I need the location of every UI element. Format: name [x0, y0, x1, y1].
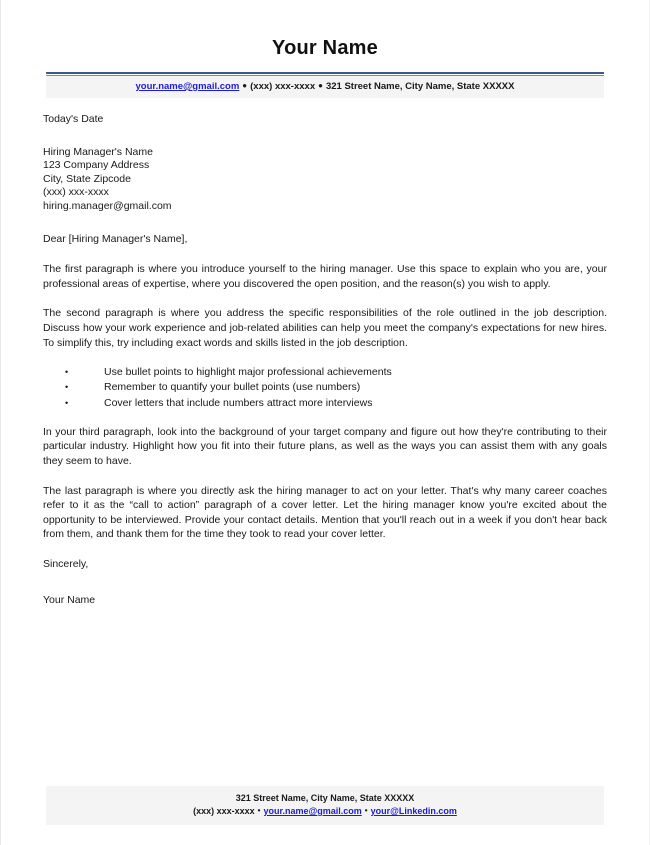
recipient-line: (xxx) xxx-xxxx: [43, 186, 109, 199]
list-item: [43, 396, 607, 411]
paragraph-1: The first paragraph is where you introduce yourself to the hiring manager. Use this space to explain who you are, your professional areas of expertise, where you discovered the open position, and the reason(s) you wish to apply.: [43, 263, 607, 290]
header-phone: (xxx) xxx-xxxx: [250, 81, 316, 92]
list-item: [43, 365, 607, 380]
signature-name: Your Name: [43, 594, 96, 607]
page-title: Your Name: [272, 37, 378, 59]
letter-body: [43, 113, 607, 608]
paragraph-2: The second paragraph is where you address the specific responsibilities of the role outlined in the job description. Discuss how your work experience and job-related abilities can help you meet the company's expectations for new hires. To simplify this, try including exact words and skills listed in the job description.: [43, 307, 607, 349]
footer-address: 321 Street Name, City Name, State XXXXX: [235, 793, 415, 803]
footer-phone: (xxx) xxx-xxxx: [193, 806, 255, 816]
header-contact-line: [46, 76, 604, 98]
bullet-separator-icon: •: [364, 806, 368, 815]
header-email-link[interactable]: your.name@gmail.com: [135, 81, 240, 92]
bullet-point-icon: •: [65, 367, 69, 378]
salutation: Dear [Hiring Manager's Name],: [43, 232, 188, 245]
bullet-point-icon: •: [65, 397, 69, 408]
page-footer: [46, 786, 604, 825]
list-item: [43, 380, 607, 395]
bullet-separator-icon: •: [257, 806, 261, 815]
footer-email-link[interactable]: your.name@gmail.com: [263, 806, 362, 816]
list-item-label: Remember to quantify your bullet points (use numbers): [104, 381, 361, 394]
letter-date: Today's Date: [43, 113, 104, 125]
header-contact-band: [46, 72, 604, 98]
footer-linkedin-link[interactable]: your@Linkedin.com: [370, 806, 457, 816]
recipient-line: City, State Zipcode: [43, 172, 131, 185]
bullet-separator-icon: ●: [242, 81, 248, 90]
recipient-line: Hiring Manager's Name: [43, 145, 153, 158]
paragraph-3: In your third paragraph, look into the background of your target company and figure out how they're contributing to their particular industry. Highlight how you fit into their future plans, as well as the ways you can assist them with any goals they seem to have.: [43, 425, 607, 467]
bullet-point-icon: •: [65, 382, 69, 393]
list-item-label: Use bullet points to highlight major professional achievements: [104, 366, 392, 379]
recipient-block: [43, 146, 607, 214]
bullet-separator-icon: ●: [318, 81, 323, 90]
bullet-list: [43, 365, 607, 411]
header-address: 321 Street Name, City Name, State XXXXX: [325, 81, 515, 92]
closing: Sincerely,: [43, 557, 89, 570]
recipient-line: 123 Company Address: [43, 159, 150, 172]
recipient-line: hiring.manager@gmail.com: [43, 199, 172, 212]
paragraph-4: The last paragraph is where you directly ask the hiring manager to act on your letter. That's why many career coaches refer to it as the “call to action” paragraph of a cover letter. Let the hiring manager know you're excited about the opportunity to be interviewed. Provide your contact details. Mention that you'll reach out in a week if you don't hear back from them, and thank them for the time they took to read your cover letter.: [43, 484, 607, 541]
footer-contact-line: [46, 804, 604, 818]
list-item-label: Cover letters that include numbers attract more interviews: [104, 396, 373, 409]
